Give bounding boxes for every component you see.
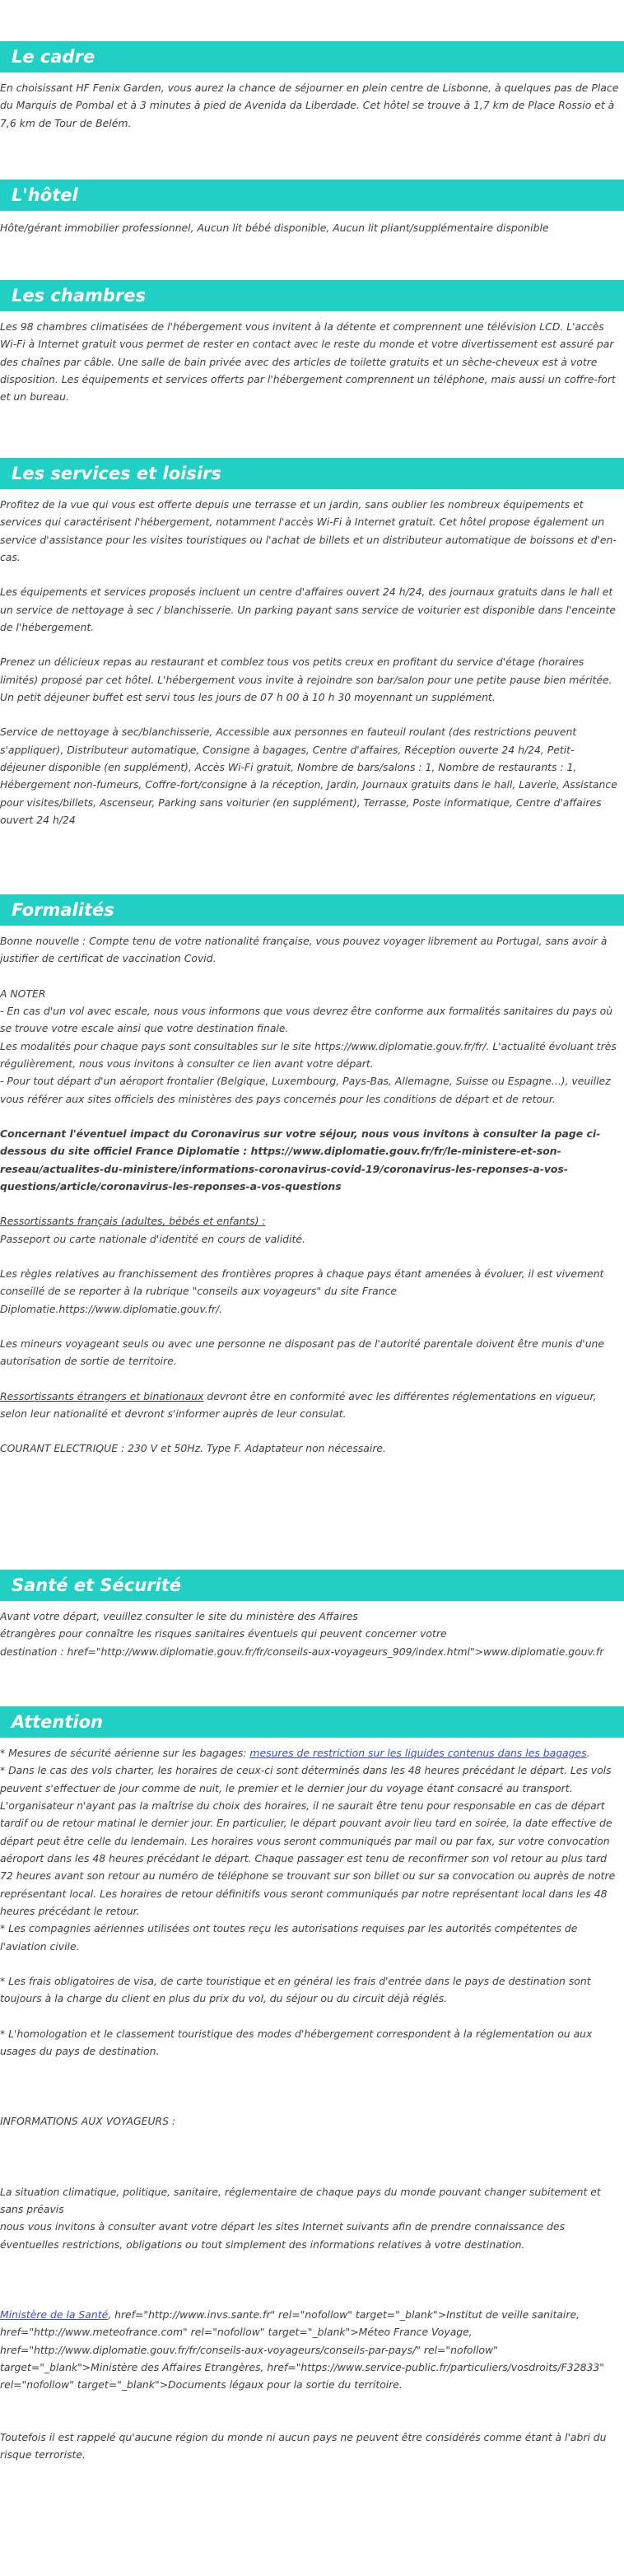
section-body-formalites — [0, 932, 619, 1458]
section-header-attention — [0, 1706, 624, 1738]
services-paragraph-3: Prenez un délicieux repas au restaurant et comblez tous vos petits creux en profitant du service d'étage (horaires limités) proposé par cet hôtel. L'hébergement vous invite à rejoindre son bar/salon pour une petite pause bien méritée. Un petit déjeuner buffet est servi tous les jours de 07 h 00 à 10 h 30 moyennant un supplément. — [0, 656, 612, 703]
section-title-hotel: L'hôtel — [12, 184, 78, 205]
section-title-formalites: Formalités — [12, 899, 114, 920]
cadre-text: En choisissant HF Fenix Garden, vous aurez la chance de séjourner en plein centre de Lisbonne, à quelques pas de Place du Marquis de Pombal et à 3 minutes à pied de Avenida da Liberdade. Cet hôtel se trouve à 1,7 km de Place Rossio et à 7,6 km de Tour de Belém. — [0, 82, 619, 129]
section-header-chambres — [0, 280, 624, 311]
formalites-french-heading: Ressortissants français (adultes, bébés et enfants) : — [0, 1215, 266, 1228]
section-title-services: Les services et loisirs — [12, 463, 221, 483]
attention-bagages-prefix: * Mesures de sécurité aérienne sur les bagages: — [0, 1747, 250, 1759]
hotel-text: Hôte/gérant immobilier professionnel, Aucun lit bébé disponible, Aucun lit pliant/supplémentaire disponible — [0, 222, 549, 234]
chambres-text: Les 98 chambres climatisées de l'hébergement vous invitent à la détente et comprennent une télévision LCD. L'accès Wi-Fi à Internet gratuit vous permet de rester en contact avec le reste du monde et votre divertissement est assuré par des chaînes par câble. Une salle de bain privée avec des articles de toilette gratuits et un sèche-cheveux est à votre disposition. Les équipements et services offerts par l'hébergement comprennent un téléphone, mais aussi un coffre-fort et un bureau. — [0, 320, 616, 404]
formalites-coronavirus-notice: Concernant l'éventuel impact du Coronavirus sur votre séjour, nous vous invitons à consulter la page ci-dessous du site officiel France Diplomatie : https://www.diplomatie.gouv.fr/fr/le-ministere-et-son-reseau/actualites-du-ministere/informations-coronavirus-covid-19/coronavirus-les-reponses-a-vos-questions/article/coronavirus-les-reponses-a-vos-questions — [0, 1127, 601, 1192]
formalites-paragraph-1: Bonne nouvelle : Compte tenu de votre nationalité française, vous pouvez voyager librement au Portugal, sans avoir à justifier de certificat de vaccination Covid. — [0, 935, 608, 965]
formalites-note-heading: A NOTER — [0, 987, 46, 1000]
attention-final: Toutefois il est rappelé qu'aucune région du monde ni aucun pays ne peuvent être considérés comme étant à l'abri du risque terroriste. — [0, 2430, 607, 2461]
sante-line-1: Avant votre départ, veuillez consulter le site du ministère des Affaires — [0, 1610, 358, 1622]
formalites-foreign-text: devront être en conformité avec les différentes réglementations en vigueur, selon leur nationalité et devront s'informer auprès de leur consulat. — [0, 1389, 597, 1420]
attention-frais: * Les frais obligatoires de visa, de carte touristique et en général les frais d'entrée dans le pays de destination sont toujours à la charge du client en plus du prix du vol, du séjour ou du circuit déjà réglés. — [0, 1974, 591, 2005]
formalites-note-1: - En cas d'un vol avec escale, nous vous informons que vous devrez être conforme aux formalités sanitaires du pays où se trouve votre escale ainsi que votre destination finale. — [0, 1004, 613, 1035]
section-body-sante — [0, 1608, 624, 1660]
attention-situation-2: nous vous invitons à consulter avant votre départ les sites Internet suivants afin de prendre connaissance des éventuelles restrictions, obligations ou tout simplement des informations relatives à votre destination. — [0, 2220, 566, 2251]
attention-charter: * Dans le cas des vols charter, les horaires de ceux-ci sont déterminés dans les 48 heures précédant le départ. Les vols peuvent s'effectuer de jour comme de nuit, le premier et le dernier jour du voyage étant consacré au transport. L'organisateur n'ayant pas la maîtrise du choix des horaires, il ne saurait être tenu pour responsable en cas de départ tardif ou de retour matinal le dernier jour. En particulier, le départ pouvant avoir lieu tard en soirée, la date effective de départ peut être celle du lendemain. Les horaires vous seront communiqués par mail ou par fax, sur votre convocation aéroport dans les 48 heures précédant le départ. Chaque passager est tenu de reconfirmer son vol retour au plus tard 72 heures avant son retour au numéro de téléphone se trouvant sur son billet ou sur sa convocation ou auprès de notre représentant local. Les horaires de retour définitifs vous seront communiqués par notre représentant local dans les 48 heures précédant le retour. — [0, 1764, 616, 1917]
liquids-restriction-link[interactable]: mesures de restriction sur les liquides contenus dans les bagages — [249, 1747, 587, 1759]
section-title-chambres: Les chambres — [12, 285, 147, 306]
sante-line-3: destination : href="http://www.diplomatie.gouv.fr/fr/conseils-aux-voyageurs_909/index.html">www.diplomatie.gouv.fr — [0, 1645, 604, 1658]
section-body-services — [0, 496, 619, 828]
formalites-rules: Les règles relatives au franchissement des frontières propres à chaque pays étant amenées à évoluer, il est vivement conseillé de se reporter à la rubrique "conseils aux voyageurs" du site France Diplomatie.https://www.diplomatie.gouv.fr/. — [0, 1267, 604, 1315]
attention-bagages-suffix: . — [586, 1747, 590, 1759]
formalites-minors: Les mineurs voyageant seuls ou avec une personne ne disposant pas de l'autorité parentale doivent être munis d'une autorisation de sortie de territoire. — [0, 1337, 605, 1368]
sante-line-2: étrangères pour connaître les risques sanitaires éventuels qui peuvent concerner votre — [0, 1627, 447, 1640]
services-paragraph-2: Les équipements et services proposés incluent un centre d'affaires ouvert 24 h/24, des journaux gratuits dans le hall et un service de nettoyage à sec / blanchisserie. Un parking payant sans service de voiturier est disponible dans l'enceinte de l'hébergement. — [0, 586, 616, 633]
section-title-cadre: Le cadre — [12, 46, 95, 67]
ministere-sante-link[interactable]: Ministère de la Santé — [0, 2308, 109, 2321]
services-paragraph-4: Service de nettoyage à sec/blanchisserie, Accessible aux personnes en fauteuil roulant (des restrictions peuvent s'appliquer), Distributeur automatique, Consigne à bagages, Centre d'affaires, Réception ouverte 24 h/24, Petit-déjeuner disponible (en supplément), Accès Wi-Fi gratuit, Nombre de bars/salons : 1, Nombre de restaurants : 1, Hébergement non-fumeurs, Coffre-fort/consigne à la réception, Jardin, Journaux gratuits dans le hall, Laverie, Assistance pour visites/billets, Ascenseur, Parking sans voiturier (en supplément), Terrasse, Poste informatique, Centre d'affaires ouvert 24 h/24 — [0, 726, 617, 826]
section-header-sante — [0, 1570, 624, 1601]
attention-compagnies: * Les compagnies aériennes utilisées ont toutes reçu les autorisations requises par les autorités compétentes de l'aviation civile. — [0, 1922, 578, 1953]
formalites-foreign-heading: Ressortissants étrangers et binationaux — [0, 1389, 204, 1402]
section-title-sante: Santé et Sécurité — [12, 1575, 182, 1595]
formalites-foreign — [0, 1388, 619, 1423]
formalites-electric: COURANT ELECTRIQUE : 230 V et 50Hz. Type F. Adaptateur non nécessaire. — [0, 1442, 386, 1455]
section-header-formalites — [0, 894, 624, 926]
attention-links-text: , href="http://www.invs.sante.fr" rel="nofollow" target="_blank">Institut de veille sanitaire, href="http://www.meteofrance.com" rel="nofollow" target="_blank">Méteo France Voyage, href="http://www.diplomatie.gouv.fr/fr/conseils-aux-voyageurs/conseils-par-pays/" rel="nofollow" target="_blank">Ministère des Affaires Etrangères, href="https://www.service-public.fr/particuliers/vosdroits/F32833" rel="nofollow" target="_blank">Documents légaux pour la sortie du territoire. — [0, 2308, 604, 2392]
attention-info-heading: INFORMATIONS AUX VOYAGEURS : — [0, 2115, 176, 2128]
formalites-note-2: Les modalités pour chaque pays sont consultables sur le site https://www.diplomatie.gouv.fr/fr/. L'actualité évoluant très régulièrement, nous vous invitons à consulter ce lien avant votre départ. — [0, 1039, 617, 1070]
attention-bagages — [0, 1744, 619, 1762]
attention-situation-1: La situation climatique, politique, sanitaire, réglementaire de chaque pays du monde pouvant changer subitement et sans préavis — [0, 2185, 601, 2215]
section-header-cadre — [0, 41, 624, 72]
section-title-attention: Attention — [12, 1711, 103, 1732]
section-body-hotel — [0, 219, 619, 236]
section-body-cadre — [0, 79, 619, 132]
section-body-chambres — [0, 318, 619, 406]
attention-homologation: * L'homologation et le classement touristique des modes d'hébergement correspondent à la réglementation ou aux usages du pays de destination. — [0, 2027, 593, 2057]
section-body-attention — [0, 1744, 619, 2463]
attention-links — [0, 2306, 619, 2394]
services-paragraph-1: Profitez de la vue qui vous est offerte depuis une terrasse et un jardin, sans oublier les nombreux équipements et services qui caractérisent l'hébergement, notamment l'accès Wi-Fi à Internet gratuit. Cet hôtel propose également un service d'assistance pour les visites touristiques ou l'achat de billets et un distributeur automatique de boissons et d'en-cas. — [0, 498, 617, 563]
formalites-french-text: Passeport ou carte nationale d'identité en cours de validité. — [0, 1232, 305, 1245]
section-header-hotel — [0, 180, 624, 211]
formalites-note-3: - Pour tout départ d'un aéroport frontalier (Belgique, Luxembourg, Pays-Bas, Allemagne, Suisse ou Espagne...), veuillez vous référer aux sites officiels des ministères des pays concernés pour les conditions de départ et de retour. — [0, 1075, 611, 1105]
section-header-services — [0, 458, 624, 489]
